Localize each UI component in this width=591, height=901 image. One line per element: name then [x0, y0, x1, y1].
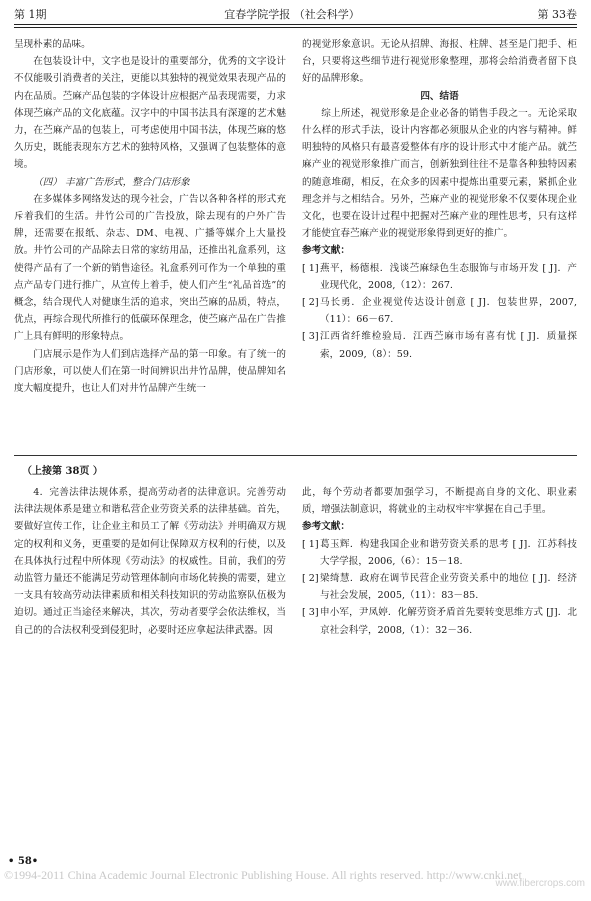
paragraph: 门店展示是作为人们到店选择产品的第一印象。有了统一的门店形象，可以使人们在第一时间辨识出井竹品牌，使品牌知名度大幅度提升，也让人们对井竹品牌产生统一	[14, 348, 286, 395]
header-rule	[14, 24, 577, 25]
header-rule-thin	[14, 27, 577, 28]
paragraph: 呈现朴素的品味。	[14, 39, 91, 50]
reference-text: 马长勇．企业视觉传达设计创意 [ J]．包装世界，2007,（11）：66－67.	[320, 297, 577, 326]
paragraph: 综上所述，视觉形象是企业必备的销售手段之一。无论采取什么样的形式手法，设计内容都必须服从企业的内容与精神。鲜明独特的风格只有最喜爱整体有序的设计形式中才能产品。就苎麻产业的视觉形象推广而言，创新独到往往不是靠各种独特因素的随意堆砌，相反，在众多的因素中提炼出重要元素，紧抓企业理念并与之相结合。另外，苎麻产业的视觉形象不仅要体现企业文化，也要在设计过程中把握对苎麻产业的理性思考，只有这样才能使宜春苎麻产业的视觉形象得到更好的推广。	[302, 107, 577, 240]
reference-item	[302, 260, 577, 294]
references-title: 参考文献：	[302, 521, 350, 533]
journal-title: 宜春学院学报 （社会科学）	[224, 8, 360, 21]
paragraph: 4．完善法律法规体系，提高劳动者的法律意识。完善劳动法律法规体系是建立和谐私营企业劳资关系的法律基础。首先，要做好宣传工作，让企业主和员工了解《劳动法》并明确双方规定的权利和义务，更重要的是如何让保障双方权利的行使，以及在具体执行过程中所体现《劳动法》的权威性。目前，我们的劳动监管力量还不能满足劳动管理体制向市场化转换的需要，建立一支具有较高劳动法律素质和相关科技知识的劳动监察队伍极为迫切。通过正当途径来解决，其次，劳动者要学会依法维权，当自己的的合法权利受到侵犯时，必要时还应拿起法律武器。因	[14, 487, 286, 636]
running-header	[14, 6, 577, 22]
continued-label: （上接第 38页 ）	[22, 466, 103, 477]
watermark: www.fibercrops.com	[495, 878, 585, 889]
reference-number: [ 1]	[302, 262, 319, 274]
reference-item	[302, 294, 577, 328]
reference-text: 葛玉辉．构建我国企业和谐劳资关系的思考 [ J]．江苏科技大学学报，2006,（6）：15－18.	[320, 538, 577, 567]
volume-number: 第 33卷	[537, 8, 577, 21]
reference-number: [ 3]	[302, 607, 319, 619]
top-right-column	[302, 36, 577, 363]
copyright-line: ©1994-2011 China Academic Journal Electronic Publishing House. All rights reserved. http://www.cnki.net	[4, 868, 522, 882]
article-divider	[14, 455, 577, 456]
bottom-left-column	[14, 484, 286, 639]
paragraph: 的视觉形象意识。无论从招牌、海报、柱牌、甚至是门把手、柜台，只要将这些细节进行视觉形象整理，那将会给消费者留下良好的品牌形象。	[302, 39, 577, 85]
reference-item	[302, 536, 577, 570]
reference-item	[302, 570, 577, 604]
references-title: 参考文献：	[302, 245, 350, 257]
reference-number: [ 2]	[302, 573, 319, 585]
reference-number: [ 2]	[302, 297, 319, 309]
issue-number: 第 1期	[14, 8, 47, 21]
reference-text: 梁绮慧．政府在调节民营企业劳资关系中的地位 [ J]．经济与社会发展，2005,（11）：83－85.	[320, 573, 577, 602]
section-heading: 四、结语	[420, 90, 459, 102]
paragraph: 此，每个劳动者都要加强学习，不断提高自身的文化、职业素质，增强法制意识，将就业的主动权牢牢掌握在自己手里。	[302, 487, 577, 516]
paragraph: 在包装设计中，文字也是设计的重要部分，优秀的文字设计不仅能吸引消费者的关注，更能以其独特的视觉效果表现产品的内在品质。苎麻产品包装的字体设计应根据产品表现需要，力求体现苎麻产品的文化底蕴。汉字中的中国书法具有深邃的艺术魅力，在苎麻产品的包装上，可考虑使用中国书法，体现苎麻的悠久历史，既能表现东方艺术的独特风格，又强调了包装整体的意境。	[14, 56, 286, 171]
reference-item	[302, 604, 577, 638]
reference-number: [ 3]	[302, 331, 319, 343]
subsection-heading: （四） 丰富广告形式，整合门店形象	[33, 176, 190, 188]
bottom-right-column	[302, 484, 577, 639]
reference-text: 江西省纤维检验局．江西苎麻市场有喜有忧 [ J]．质量探索，2009,（8）：59.	[320, 331, 577, 360]
page-number: • 58•	[8, 856, 39, 867]
reference-text: 申小军，尹凤婷．化解劳资矛盾首先要转变思维方式 [J]．北京社会科学，2008,（1）：32－36.	[320, 607, 577, 636]
reference-text: 燕平，杨德根．浅谈苎麻绿色生态服饰与市场开发 [ J]．产业现代化，2008,（12）：267.	[320, 262, 577, 291]
reference-number: [ 1]	[302, 538, 319, 550]
reference-item	[302, 328, 577, 362]
paragraph: 在多媒体多网络发达的现今社会，广告以各种各样的形式充斥着我们的生活。井竹公司的广告投放，除去现有的户外广告牌，还需要在报纸、杂志、DM、电视、广播等媒介上大量投放。井竹公司的产品除去日常的家纺用品，还推出礼盒系列，这使得产品有了一个新的销售途径。礼盒系列可作为一个单独的重点产品专门进行推广，从宣传上着手，使人们产生“礼品首选”的概念，结合现代人对健康生活的追求，突出苎麻的品质，特点，优点，再综合现代所推行的低碳环保理念，使苎麻产品在广告推广上具有鲜明的形象特点。	[14, 193, 286, 343]
top-left-column	[14, 36, 286, 397]
